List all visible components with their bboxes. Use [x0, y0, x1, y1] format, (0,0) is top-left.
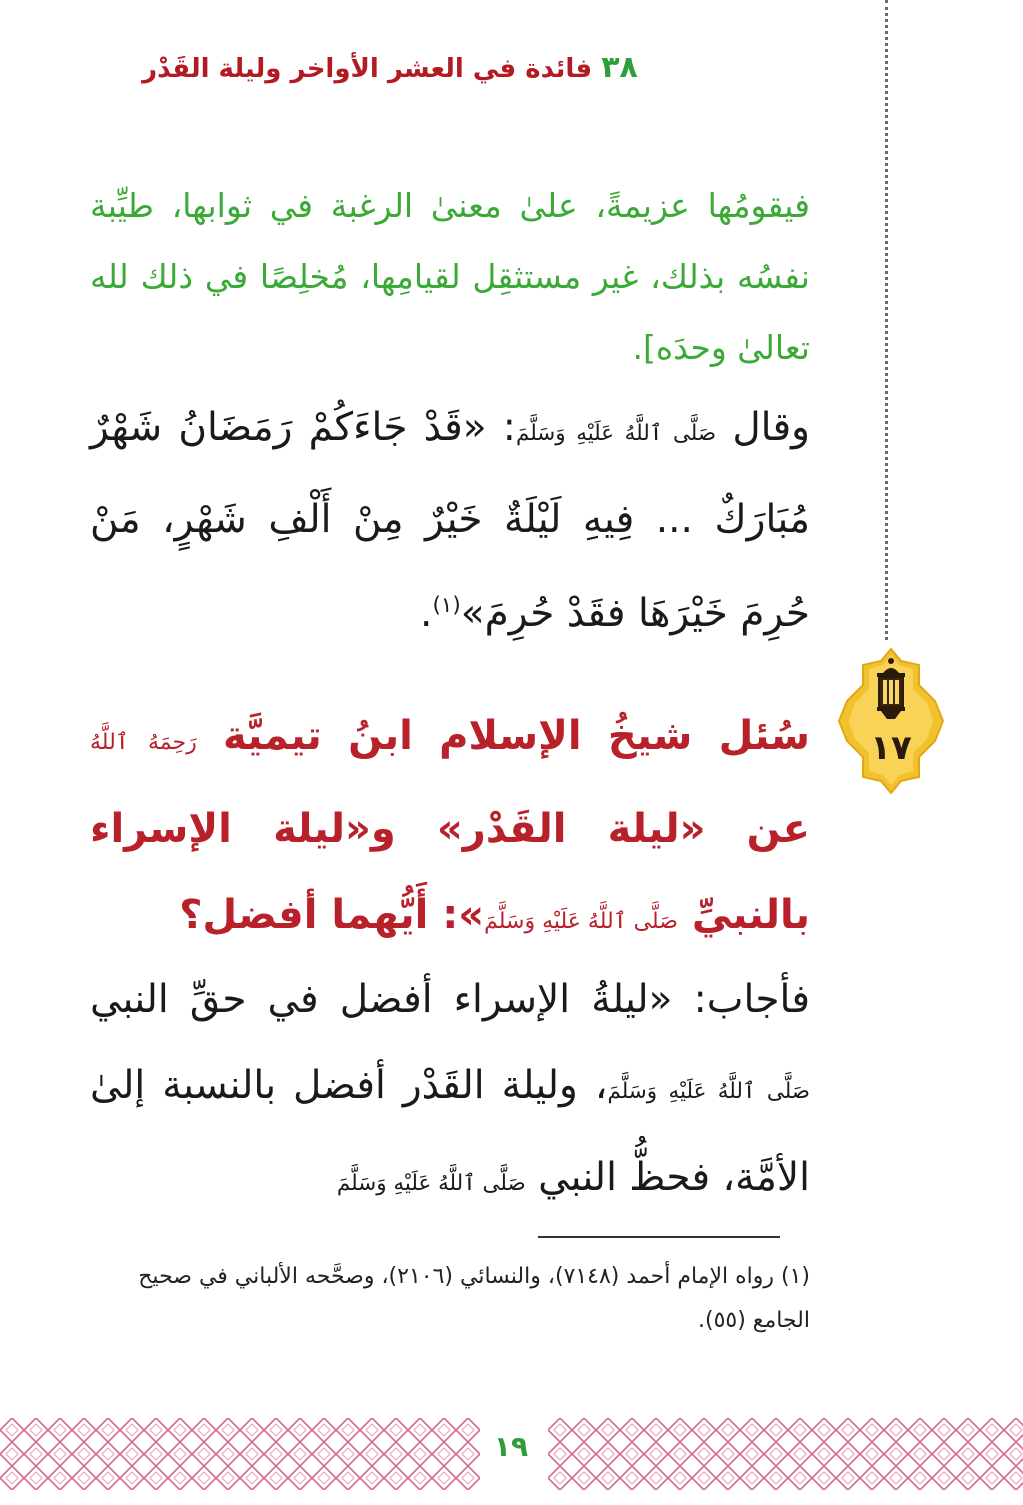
hadith-end: . — [420, 591, 433, 636]
answer-honorific-1: صَلَّى ٱللَّهُ عَلَيْهِ وَسَلَّمَ — [607, 1079, 810, 1104]
lantern-badge — [835, 645, 947, 795]
header-number: ٣٨ — [601, 50, 638, 85]
question-part1: سُئل شيخُ الإسلام ابنُ تيميَّة — [223, 713, 811, 759]
rahimahullah-honorific: رَحِمَهُ ٱللَّهُ — [90, 730, 197, 755]
question-part2: عن «ليلة القَدْر» و«ليلة الإسراء بالنبيِّ — [90, 806, 810, 938]
answer-paragraph — [90, 957, 810, 1227]
answer-honorific-2: صَلَّى ٱللَّهُ عَلَيْهِ وَسَلَّمَ — [336, 1171, 526, 1196]
hadith-honorific: صَلَّى ٱللَّهُ عَلَيْهِ وَسَلَّمَ — [515, 421, 717, 446]
footnote-divider — [538, 1236, 780, 1238]
question-part3: »: أَيُّهما أفضل؟ — [179, 892, 485, 938]
hadith-intro: وقال — [732, 405, 811, 450]
header-title: فائدة في العشر الأواخر وليلة القَدْر — [142, 54, 593, 84]
dotted-margin-rule — [885, 0, 888, 640]
footnote: (١) رواه الإمام أحمد (٧١٤٨)، والنسائي (٢١٠٦)، وصحَّحه الألباني في صحيح الجامع (٥٥). — [138, 1264, 810, 1333]
badge-number: ١٧ — [870, 728, 912, 768]
question-honorific: صَلَّى ٱللَّهُ عَلَيْهِ وَسَلَّمَ — [484, 909, 678, 934]
running-header — [130, 50, 650, 85]
bottom-pattern-right — [548, 1418, 1023, 1490]
hadith-body: : «قَدْ جَاءَكُمْ رَمَضَانُ شَهْرٌ مُبَارَكٌ ... فِيهِ لَيْلَةٌ خَيْرٌ مِنْ أَلْفِ شَهْرٍ، مَنْ حُرِمَ خَيْرَهَا فقَدْ حُرِمَ» — [90, 405, 810, 636]
answer-part1: فأجاب: «ليلةُ الإسراء أفضل في حقِّ النبي — [90, 977, 810, 1022]
page-number: ١٩ — [493, 1430, 529, 1463]
question-heading — [90, 693, 810, 965]
bottom-pattern-left — [0, 1418, 480, 1490]
hadith-paragraph — [90, 385, 810, 657]
green-paragraph: فيقومُها عزيمةً، علىٰ معنىٰ الرغبة في ثوابها، طيِّبة نفسُه بذلك، غير مستثقِل لقيامِها، مُخلِصًا في ذلك لله تعالىٰ وحدَه]. — [90, 186, 810, 367]
footnote-marker: (١) — [432, 593, 461, 618]
answer-part2: ، وليلة القَدْر أفضل بالنسبة إلىٰ الأمَّة، فحظُّ النبي — [90, 1063, 810, 1200]
